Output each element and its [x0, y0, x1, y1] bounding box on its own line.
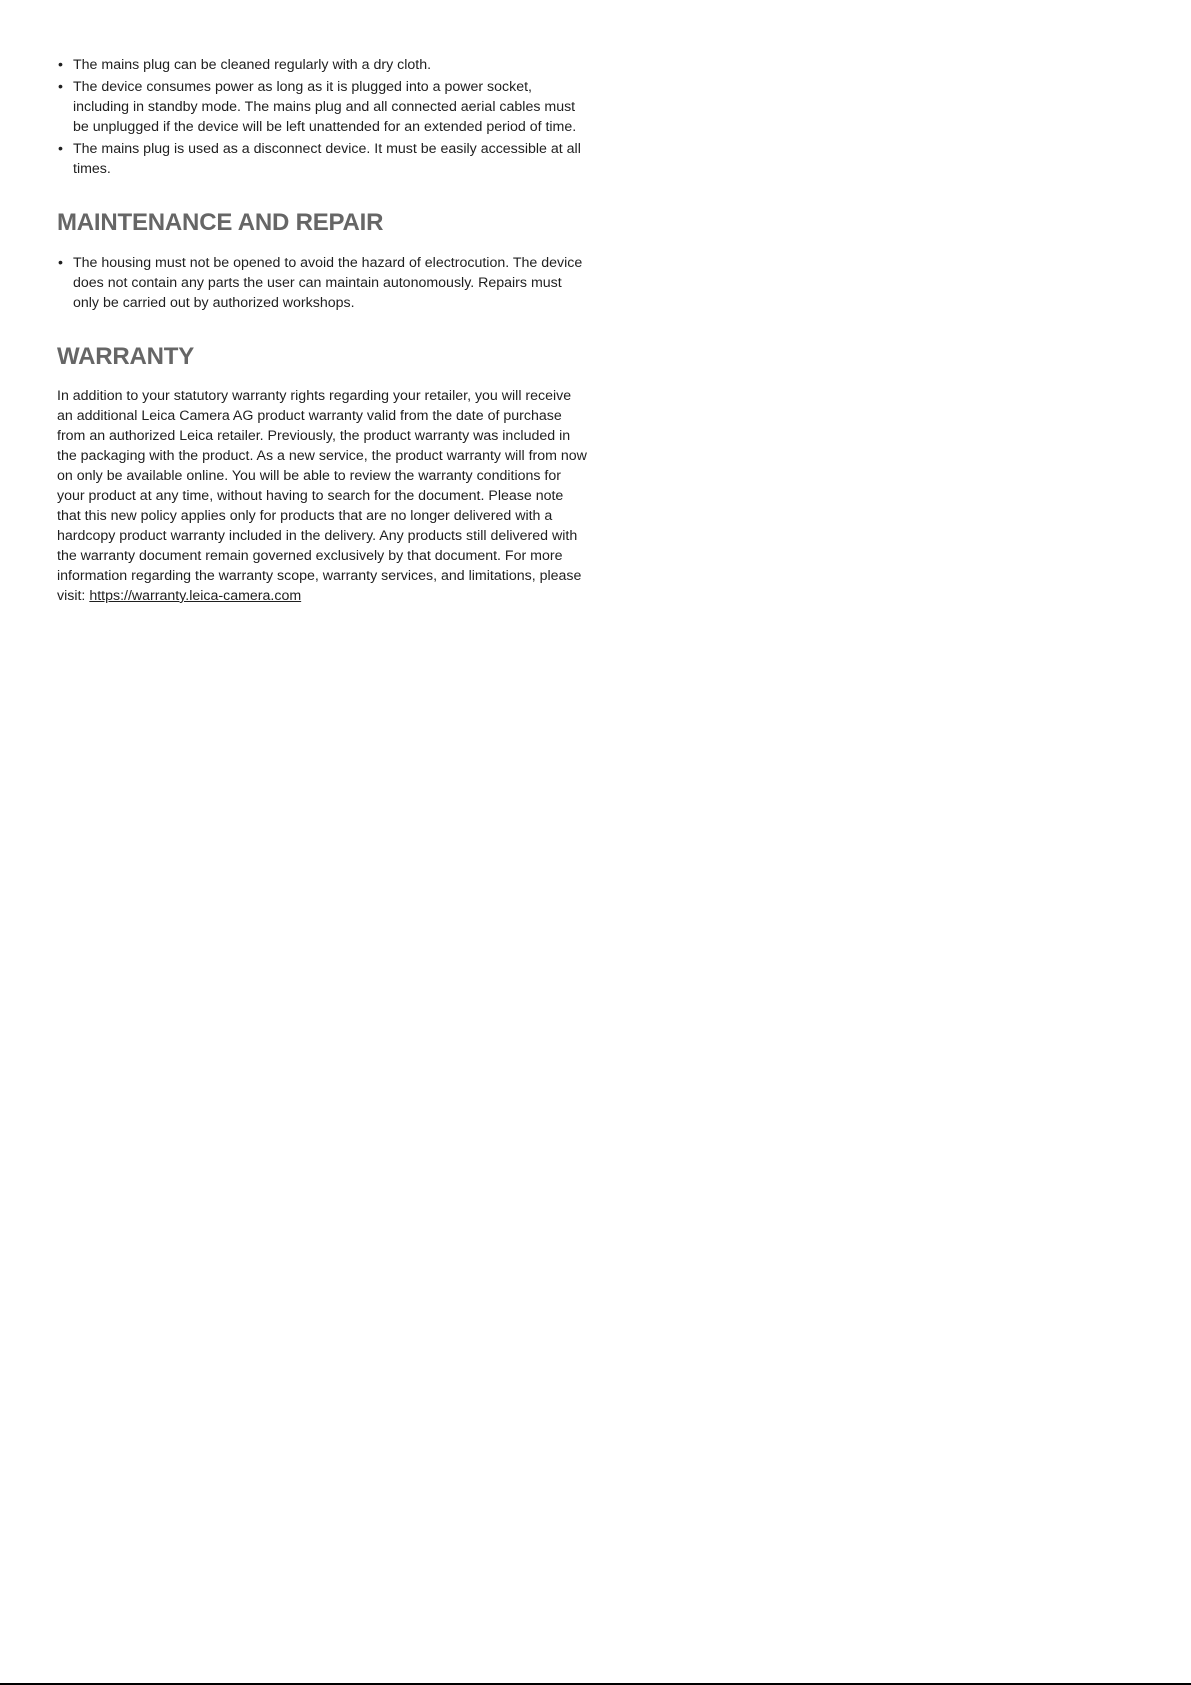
list-item	[57, 55, 587, 75]
bullet-glyph: •	[58, 255, 63, 271]
bullet-glyph: •	[58, 141, 63, 157]
maintenance-heading: MAINTENANCE AND REPAIR	[57, 209, 384, 236]
bullet-text: The housing must not be opened to avoid the hazard of electrocution. The device does not contain any parts the user can maintain autonomously. Repairs must only be carried out by authorized workshops.	[73, 255, 583, 311]
warranty-link[interactable]: https://warranty.leica-camera.com	[89, 588, 302, 604]
bullet-glyph: •	[58, 57, 63, 73]
warranty-paragraph	[57, 386, 587, 606]
warranty-body-text: In addition to your statutory warranty rights regarding your retailer, you will receive an additional Leica Camera AG product warranty valid from the date of purchase from an authorized Leica retailer. Previously, the product warranty was included in the packaging with the product. As a new service, the product warranty will from now on only be available online. You will be able to review the warranty conditions for your product at any time, without having to search for the document. Please note that this new policy applies only for products that are no longer delivered with a hardcopy product warranty included in the delivery. Any products still delivered with the warranty document remain governed exclusively by that document. For more information regarding the warranty scope, warranty services, and limitations, please visit:	[57, 388, 587, 604]
bullet-text: The device consumes power as long as it is plugged into a power socket, including in standby mode. The mains plug and all connected aerial cables must be unplugged if the device will be left unattended for an extended period of time.	[73, 79, 577, 135]
list-item	[57, 139, 587, 179]
maintenance-bullet-list	[57, 253, 587, 313]
list-item	[57, 77, 587, 137]
bullet-text: The mains plug is used as a disconnect device. It must be easily accessible at all times.	[73, 141, 581, 177]
warranty-heading: WARRANTY	[57, 343, 195, 370]
list-item	[57, 253, 587, 313]
bullet-glyph: •	[58, 79, 63, 95]
document-page	[57, 55, 587, 606]
mains-plug-bullet-list	[57, 55, 587, 179]
bullet-text: The mains plug can be cleaned regularly with a dry cloth.	[73, 57, 432, 73]
